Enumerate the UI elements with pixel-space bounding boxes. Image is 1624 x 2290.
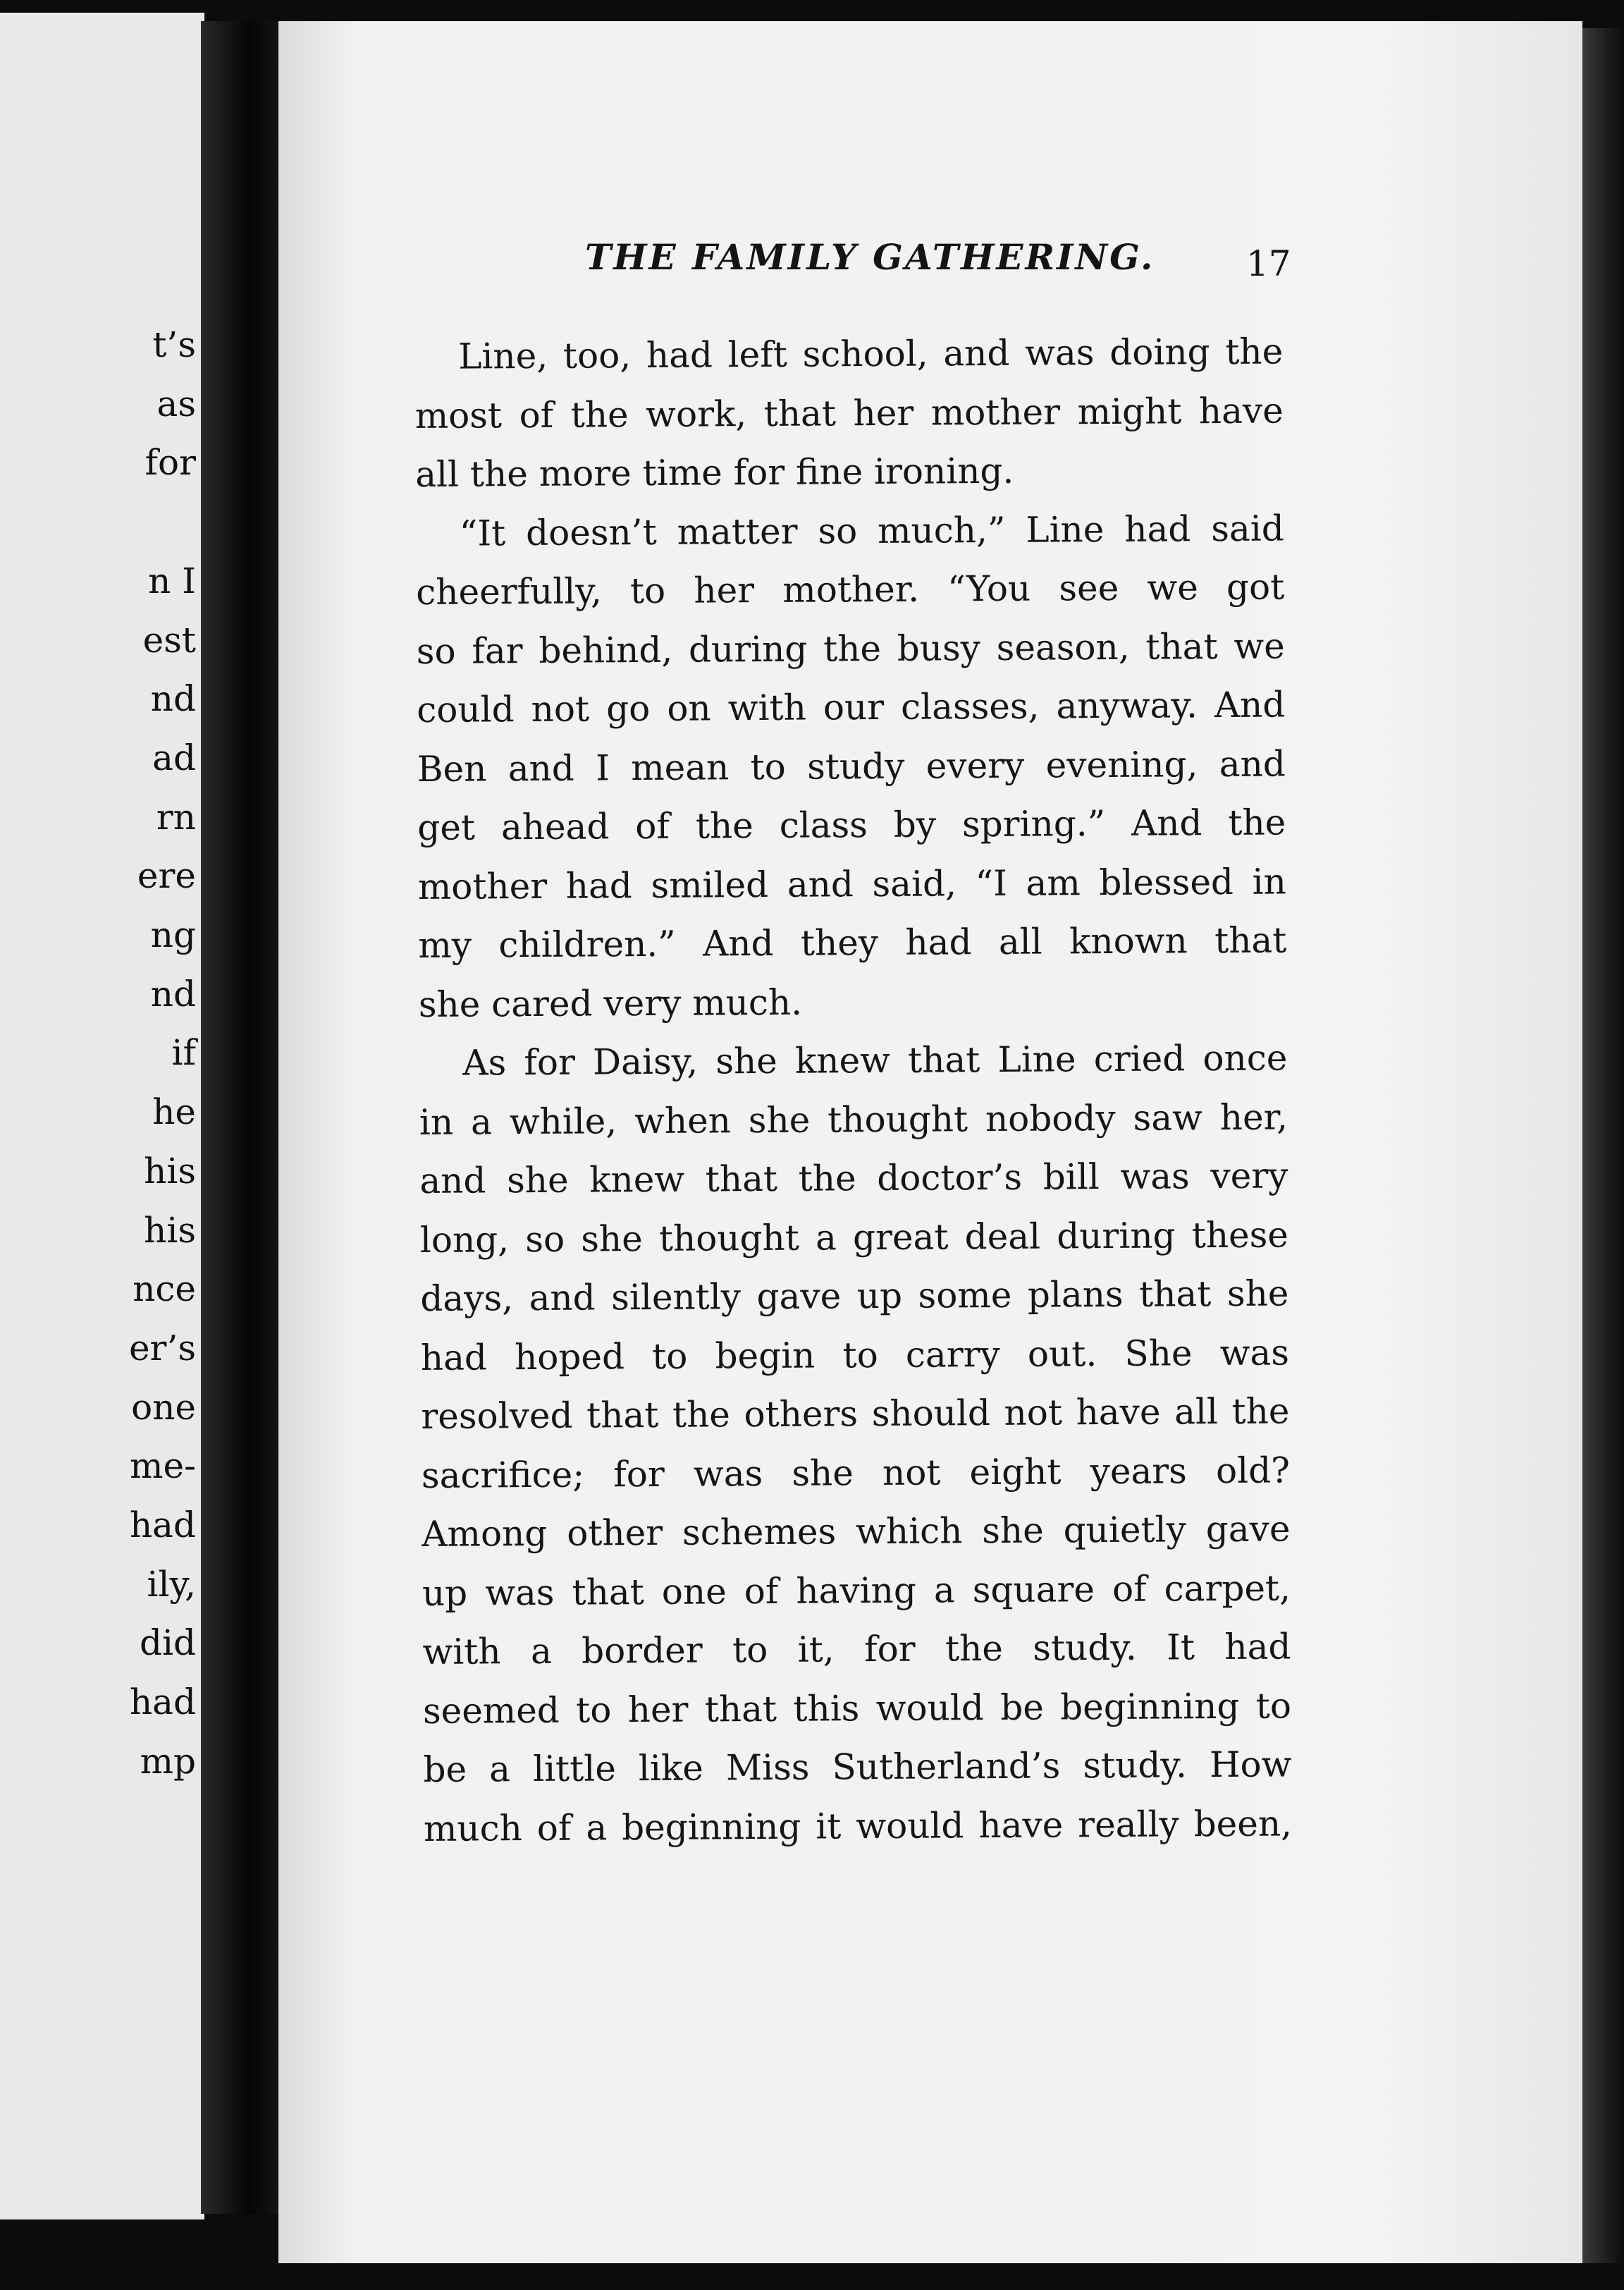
text-line: Line, too, had left school, and was doing the <box>458 331 1284 377</box>
left-fragment: his <box>144 1150 196 1192</box>
left-fragment: n I <box>148 560 196 601</box>
text-line: Among other schemes which she quietly gave <box>422 1508 1291 1555</box>
text-line: Ben and I mean to study every evening, and <box>417 742 1286 790</box>
text-line: mother had smiled and said, “I am blessed in <box>417 860 1286 907</box>
text-line: get ahead of the class by spring.” And the <box>417 802 1286 848</box>
left-fragment: as <box>156 383 196 424</box>
text-line: could not go on with our classes, anyway. And <box>417 684 1286 730</box>
text-line: much of a beginning it would have really been, <box>423 1802 1293 1849</box>
page-number: 17 <box>1246 243 1291 284</box>
left-fragment: for <box>144 442 196 484</box>
text-line: up was that one of having a square of carpet, <box>422 1567 1291 1614</box>
left-fragment: er’s <box>128 1327 196 1369</box>
page-edge-shadow <box>1582 28 1624 2263</box>
text-line: days, and silently gave up some plans that she <box>420 1273 1289 1319</box>
text-line: As for Daisy, she knew that Line cried once <box>462 1037 1288 1084</box>
text-line: with a border to it, for the study. It had <box>422 1626 1291 1672</box>
left-fragment: nd <box>150 973 196 1015</box>
text-line: and she knew that the doctor’s bill was very <box>419 1155 1288 1201</box>
text-line: long, so she thought a great deal during these <box>419 1213 1289 1261</box>
text-line: sacrifice; for was she not eight years old? <box>421 1449 1291 1496</box>
left-fragment: ily, <box>147 1563 196 1605</box>
text-line: resolved that the others should not have all the <box>421 1390 1290 1437</box>
text-line: most of the work, that her mother might have <box>414 389 1284 436</box>
left-fragment: one <box>131 1386 196 1428</box>
left-fragment: nd <box>150 678 196 720</box>
text-line: my children.” And they had all known that <box>418 919 1287 966</box>
left-facing-page <box>0 13 204 2219</box>
left-fragment: he <box>152 1091 196 1133</box>
left-fragment: had <box>129 1505 196 1546</box>
running-head: THE FAMILY GATHERING. <box>585 236 1155 278</box>
left-page-text-fragments <box>90 316 196 1792</box>
left-fragment: est <box>142 619 196 661</box>
left-fragment: had <box>129 1682 196 1723</box>
book-gutter-shadow <box>201 21 289 2214</box>
text-line: so far behind, during the busy season, that we <box>416 625 1285 672</box>
text-line: in a while, when she thought nobody saw her, <box>419 1096 1288 1143</box>
left-fragment: rn <box>156 796 196 838</box>
text-line: “It doesn’t matter so much,” Line had said <box>459 507 1284 554</box>
left-fragment: ng <box>150 914 196 956</box>
text-line: cheerfully, to her mother. “You see we got <box>416 566 1285 613</box>
left-fragment: if <box>171 1032 196 1074</box>
left-fragment: nce <box>133 1268 196 1310</box>
text-line: all the more time for fine ironing. <box>415 450 1014 495</box>
body-text <box>414 322 1292 1858</box>
left-fragment: ad <box>152 737 196 778</box>
text-line: be a little like Miss Sutherland’s study. How <box>423 1744 1292 1790</box>
left-fragment: did <box>139 1622 196 1664</box>
text-line: seemed to her that this would be beginning to <box>422 1684 1292 1732</box>
left-fragment: t’s <box>152 324 196 365</box>
left-fragment <box>90 493 196 552</box>
left-fragment: mp <box>140 1740 196 1782</box>
left-fragment: his <box>144 1209 196 1251</box>
left-fragment: ere <box>137 855 196 897</box>
left-fragment: me- <box>130 1445 196 1487</box>
text-line: had hoped to begin to carry out. She was <box>420 1331 1290 1378</box>
text-line: she cared very much. <box>418 981 803 1025</box>
